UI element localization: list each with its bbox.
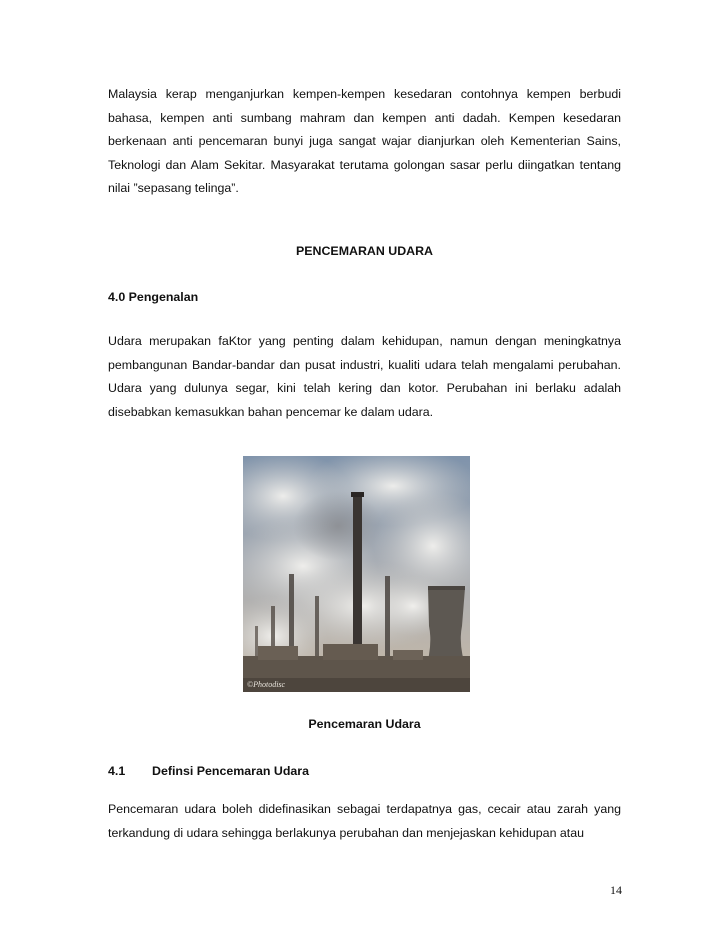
air-pollution-photo <box>243 456 470 692</box>
figure-caption: Pencemaran Udara <box>308 717 421 731</box>
chapter-title: PENCEMARAN UDARA <box>296 244 433 258</box>
pengenalan-paragraph: Udara merupakan faKtor yang penting dalam kehidupan, namun dengan meningkatnya pembangunan Bandar-bandar dan pusat industri, kualiti udara telah mengalami perubahan. Udara yang dulunya segar, kini telah kering dan kotor. Perubahan ini berlaku adalah disebabkan kemasukkan bahan pencemar ke dalam udara. <box>108 334 621 419</box>
photo-watermark: ©Photodisc <box>247 680 286 689</box>
intro-paragraph: Malaysia kerap menganjurkan kempen-kempen kesedaran contohnya kempen berbudi bahasa, kempen anti sumbang mahram dan kempen anti dadah. Kempen kesedaran berkenaan anti pencemaran bunyi juga sangat wajar dianjurkan oleh Kementerian Sains, Teknologi dan Alam Sekitar. Masyarakat terutama golongan sasar perlu diingatkan tentang nilai ”sepasang telinga”. <box>108 87 621 195</box>
definisi-paragraph: Pencemaran udara boleh didefinasikan sebagai terdapatnya gas, cecair atau zarah yang terkandung di udara sehingga berlakunya perubahan dan menjejaskan kehidupan atau <box>108 802 621 840</box>
section-4-1-number: 4.1 <box>108 764 126 778</box>
page-number: 14 <box>610 883 622 897</box>
section-4-0-heading: 4.0 Pengenalan <box>108 290 199 304</box>
section-4-1-title: Definsi Pencemaran Udara <box>152 764 310 778</box>
